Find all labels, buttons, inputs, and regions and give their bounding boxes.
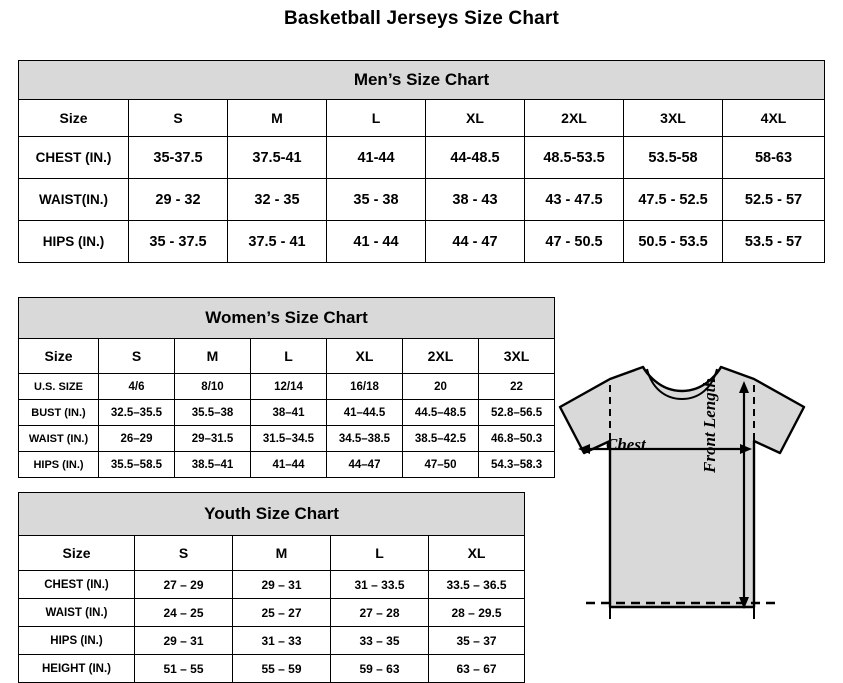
cell-waist-xl: 28 – 29.5	[429, 599, 525, 627]
table-caption-row	[19, 298, 555, 339]
cell-height-l: 59 – 63	[331, 655, 429, 683]
column-header-l: L	[327, 100, 426, 137]
table-header-row	[19, 536, 525, 571]
tshirt-icon	[548, 345, 838, 665]
mens-size-chart-table	[18, 60, 825, 263]
row-label-chest: CHEST (IN.)	[19, 571, 135, 599]
row-label-waist: WAIST(IN.)	[19, 179, 129, 221]
table-row	[19, 627, 525, 655]
cell-hips-xl: 44–47	[327, 452, 403, 478]
row-label-waist: WAIST (IN.)	[19, 599, 135, 627]
column-header-l: L	[251, 339, 327, 374]
table-row	[19, 137, 825, 179]
table-row	[19, 571, 525, 599]
cell-hips-m: 38.5–41	[175, 452, 251, 478]
row-label-waist: WAIST (IN.)	[19, 426, 99, 452]
column-header-m: M	[233, 536, 331, 571]
cell-waist-3xl: 46.8–50.3	[479, 426, 555, 452]
cell-chest-2xl: 48.5-53.5	[525, 137, 624, 179]
cell-hips-m: 37.5 - 41	[228, 221, 327, 263]
column-header-l: L	[331, 536, 429, 571]
cell-us-size-m: 8/10	[175, 374, 251, 400]
column-header-xl: XL	[426, 100, 525, 137]
row-label-us-size: U.S. SIZE	[19, 374, 99, 400]
cell-chest-xl: 44-48.5	[426, 137, 525, 179]
column-header-size: Size	[19, 100, 129, 137]
cell-us-size-l: 12/14	[251, 374, 327, 400]
table-row	[19, 179, 825, 221]
cell-waist-m: 25 – 27	[233, 599, 331, 627]
cell-waist-m: 29–31.5	[175, 426, 251, 452]
table-header-row	[19, 100, 825, 137]
cell-hips-l: 41–44	[251, 452, 327, 478]
cell-bust-xl: 41–44.5	[327, 400, 403, 426]
column-header-s: S	[135, 536, 233, 571]
cell-chest-4xl: 58-63	[723, 137, 825, 179]
cell-waist-4xl: 52.5 - 57	[723, 179, 825, 221]
column-header-s: S	[129, 100, 228, 137]
row-label-hips: HIPS (IN.)	[19, 627, 135, 655]
table-row	[19, 221, 825, 263]
mens-size-chart-section	[18, 60, 824, 263]
cell-us-size-s: 4/6	[99, 374, 175, 400]
column-header-3xl: 3XL	[479, 339, 555, 374]
cell-bust-s: 32.5–35.5	[99, 400, 175, 426]
cell-chest-3xl: 53.5-58	[624, 137, 723, 179]
cell-bust-2xl: 44.5–48.5	[403, 400, 479, 426]
table-header-row	[19, 339, 555, 374]
column-header-4xl: 4XL	[723, 100, 825, 137]
cell-hips-l: 33 – 35	[331, 627, 429, 655]
cell-waist-l: 35 - 38	[327, 179, 426, 221]
table-row	[19, 426, 555, 452]
cell-chest-m: 37.5-41	[228, 137, 327, 179]
measurement-diagram	[548, 345, 838, 665]
cell-bust-m: 35.5–38	[175, 400, 251, 426]
cell-waist-m: 32 - 35	[228, 179, 327, 221]
cell-waist-l: 31.5–34.5	[251, 426, 327, 452]
cell-chest-l: 41-44	[327, 137, 426, 179]
cell-waist-xl: 34.5–38.5	[327, 426, 403, 452]
youth-chart-title: Youth Size Chart	[19, 493, 525, 536]
cell-waist-s: 24 – 25	[135, 599, 233, 627]
cell-bust-3xl: 52.8–56.5	[479, 400, 555, 426]
cell-us-size-3xl: 22	[479, 374, 555, 400]
cell-us-size-2xl: 20	[403, 374, 479, 400]
cell-hips-2xl: 47–50	[403, 452, 479, 478]
table-row	[19, 374, 555, 400]
cell-height-xl: 63 – 67	[429, 655, 525, 683]
youth-size-chart-section	[18, 492, 524, 683]
cell-hips-2xl: 47 - 50.5	[525, 221, 624, 263]
column-header-2xl: 2XL	[403, 339, 479, 374]
row-label-bust: BUST (IN.)	[19, 400, 99, 426]
cell-waist-3xl: 47.5 - 52.5	[624, 179, 723, 221]
chest-measure-label: Chest	[606, 435, 646, 454]
cell-chest-xl: 33.5 – 36.5	[429, 571, 525, 599]
column-header-xl: XL	[327, 339, 403, 374]
cell-us-size-xl: 16/18	[327, 374, 403, 400]
cell-hips-m: 31 – 33	[233, 627, 331, 655]
cell-waist-s: 26–29	[99, 426, 175, 452]
cell-hips-l: 41 - 44	[327, 221, 426, 263]
cell-hips-s: 35 - 37.5	[129, 221, 228, 263]
table-caption-row	[19, 61, 825, 100]
cell-bust-l: 38–41	[251, 400, 327, 426]
column-header-xl: XL	[429, 536, 525, 571]
column-header-m: M	[175, 339, 251, 374]
cell-chest-l: 31 – 33.5	[331, 571, 429, 599]
cell-height-s: 51 – 55	[135, 655, 233, 683]
womens-size-chart-table	[18, 297, 555, 478]
cell-chest-s: 35-37.5	[129, 137, 228, 179]
cell-waist-s: 29 - 32	[129, 179, 228, 221]
front-length-measure-label: Front Length	[700, 378, 719, 473]
cell-waist-l: 27 – 28	[331, 599, 429, 627]
column-header-3xl: 3XL	[624, 100, 723, 137]
cell-hips-xl: 44 - 47	[426, 221, 525, 263]
row-label-chest: CHEST (IN.)	[19, 137, 129, 179]
cell-height-m: 55 – 59	[233, 655, 331, 683]
column-header-m: M	[228, 100, 327, 137]
page-title: Basketball Jerseys Size Chart	[283, 8, 560, 29]
column-header-size: Size	[19, 339, 99, 374]
table-row	[19, 655, 525, 683]
row-label-hips: HIPS (IN.)	[19, 452, 99, 478]
youth-size-chart-table	[18, 492, 525, 683]
column-header-2xl: 2XL	[525, 100, 624, 137]
cell-hips-3xl: 54.3–58.3	[479, 452, 555, 478]
cell-hips-xl: 35 – 37	[429, 627, 525, 655]
mens-chart-title: Men’s Size Chart	[19, 61, 825, 100]
cell-waist-2xl: 43 - 47.5	[525, 179, 624, 221]
cell-chest-s: 27 – 29	[135, 571, 233, 599]
row-label-height: HEIGHT (IN.)	[19, 655, 135, 683]
table-row	[19, 599, 525, 627]
cell-chest-m: 29 – 31	[233, 571, 331, 599]
table-caption-row	[19, 493, 525, 536]
table-row	[19, 400, 555, 426]
cell-waist-2xl: 38.5–42.5	[403, 426, 479, 452]
cell-hips-3xl: 50.5 - 53.5	[624, 221, 723, 263]
column-header-size: Size	[19, 536, 135, 571]
cell-hips-4xl: 53.5 - 57	[723, 221, 825, 263]
womens-size-chart-section	[18, 297, 554, 478]
cell-hips-s: 29 – 31	[135, 627, 233, 655]
column-header-s: S	[99, 339, 175, 374]
cell-hips-s: 35.5–58.5	[99, 452, 175, 478]
womens-chart-title: Women’s Size Chart	[19, 298, 555, 339]
cell-waist-xl: 38 - 43	[426, 179, 525, 221]
table-row	[19, 452, 555, 478]
row-label-hips: HIPS (IN.)	[19, 221, 129, 263]
